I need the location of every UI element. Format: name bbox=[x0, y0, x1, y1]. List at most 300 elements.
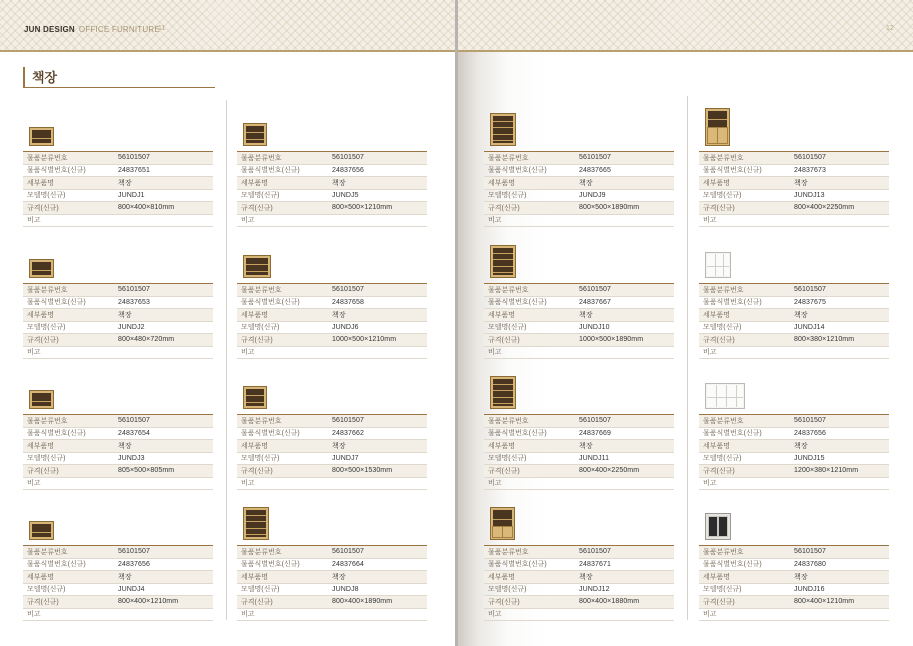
product-card bbox=[237, 545, 427, 621]
spec-table bbox=[484, 151, 674, 227]
product-card bbox=[23, 151, 213, 227]
product-card bbox=[484, 545, 674, 621]
spec-label: 모델명(신규) bbox=[488, 324, 527, 332]
spec-label: 비고 bbox=[241, 217, 255, 225]
spec-label: 물품분류번호 bbox=[241, 154, 282, 162]
spec-label: 모델명(신규) bbox=[488, 455, 527, 463]
spec-table bbox=[237, 545, 427, 621]
spec-value: 책장 bbox=[118, 573, 132, 581]
spec-value: JUNDJ15 bbox=[794, 454, 825, 462]
spec-value: 56101507 bbox=[332, 417, 364, 425]
spec-value: JUNDJ4 bbox=[118, 585, 145, 593]
spec-row-spec bbox=[484, 334, 674, 347]
spec-row-id bbox=[699, 165, 889, 178]
spec-value: 책장 bbox=[118, 179, 132, 187]
spec-row-model bbox=[484, 584, 674, 597]
spec-row-id bbox=[699, 297, 889, 310]
product-card bbox=[699, 283, 889, 359]
product-thumbnail bbox=[705, 108, 730, 146]
product-thumbnail bbox=[490, 507, 515, 540]
spec-value: 책장 bbox=[118, 442, 132, 450]
spec-label: 규격(신규) bbox=[703, 204, 735, 212]
spec-label: 물품분류번호 bbox=[27, 417, 68, 425]
spec-row-spec bbox=[484, 202, 674, 215]
spec-label: 규격(신규) bbox=[488, 204, 520, 212]
product-card bbox=[23, 414, 213, 490]
spec-row-code bbox=[23, 546, 213, 559]
spec-row-id bbox=[484, 428, 674, 441]
spec-row-model bbox=[237, 190, 427, 203]
spec-row-model bbox=[699, 322, 889, 335]
product-thumbnail bbox=[29, 390, 54, 409]
spec-value: JUNDJ9 bbox=[579, 191, 606, 199]
spec-row-id bbox=[237, 297, 427, 310]
spec-row-spec bbox=[237, 202, 427, 215]
spec-label: 세부품명 bbox=[27, 442, 55, 450]
product-card bbox=[484, 414, 674, 490]
spec-row-note bbox=[237, 215, 427, 228]
spec-row-id bbox=[23, 297, 213, 310]
spec-row-note bbox=[484, 347, 674, 360]
product-thumbnail bbox=[705, 513, 731, 540]
spec-label: 세부품명 bbox=[27, 311, 55, 319]
spec-table bbox=[23, 151, 213, 227]
spec-label: 규격(신규) bbox=[703, 467, 735, 475]
spec-row-spec bbox=[237, 596, 427, 609]
spec-value: JUNDJ16 bbox=[794, 585, 825, 593]
spec-row-spec bbox=[699, 334, 889, 347]
spec-row-id bbox=[23, 165, 213, 178]
spec-label: 규격(신규) bbox=[241, 598, 273, 606]
spec-label: 세부품명 bbox=[241, 179, 269, 187]
spec-label: 비고 bbox=[241, 611, 255, 619]
bookcase-image bbox=[243, 123, 267, 146]
product-thumbnail bbox=[705, 383, 745, 409]
spec-table bbox=[484, 414, 674, 490]
product-thumbnail bbox=[243, 507, 269, 540]
spec-label: 모델명(신규) bbox=[241, 455, 280, 463]
spec-label: 물품분류번호 bbox=[703, 286, 744, 294]
spec-value: 800×400×810mm bbox=[118, 204, 175, 212]
brand-name: JUN DESIGN bbox=[24, 25, 75, 34]
header-rule bbox=[458, 50, 913, 52]
spec-value: 책장 bbox=[579, 573, 593, 581]
spec-label: 세부품명 bbox=[241, 442, 269, 450]
spec-table bbox=[699, 414, 889, 490]
spec-row-name bbox=[237, 440, 427, 453]
bookcase-image bbox=[490, 507, 515, 540]
spec-row-id bbox=[699, 559, 889, 572]
spec-value: JUNDJ8 bbox=[332, 585, 359, 593]
spec-value: 800×400×2250mm bbox=[579, 467, 640, 475]
product-card bbox=[237, 151, 427, 227]
spec-row-name bbox=[237, 571, 427, 584]
spec-row-code bbox=[699, 152, 889, 165]
spec-value: 24837656 bbox=[332, 166, 364, 174]
bookcase-image bbox=[490, 245, 516, 278]
spec-label: 모델명(신규) bbox=[703, 586, 742, 594]
spec-value: 24837653 bbox=[118, 298, 150, 306]
spec-row-code bbox=[23, 152, 213, 165]
spec-label: 규격(신규) bbox=[488, 467, 520, 475]
spec-row-note bbox=[699, 609, 889, 622]
spec-row-note bbox=[23, 347, 213, 360]
spec-label: 물품분류번호 bbox=[241, 286, 282, 294]
spec-row-model bbox=[699, 584, 889, 597]
spec-row-spec bbox=[23, 596, 213, 609]
spec-label: 규격(신규) bbox=[241, 336, 273, 344]
spec-row-code bbox=[484, 152, 674, 165]
spec-value: 책장 bbox=[794, 179, 808, 187]
spec-value: 56101507 bbox=[579, 417, 611, 425]
spec-value: 56101507 bbox=[579, 548, 611, 556]
spec-row-id bbox=[699, 428, 889, 441]
spec-table bbox=[237, 414, 427, 490]
spec-value: JUNDJ6 bbox=[332, 323, 359, 331]
spec-label: 물품분류번호 bbox=[241, 548, 282, 556]
spec-value: 800×400×1210mm bbox=[794, 598, 855, 606]
spec-row-note bbox=[484, 215, 674, 228]
spec-label: 모델명(신규) bbox=[703, 192, 742, 200]
product-card bbox=[23, 283, 213, 359]
spec-label: 모델명(신규) bbox=[703, 324, 742, 332]
spec-label: 세부품명 bbox=[27, 179, 55, 187]
spec-label: 물품식별번호(신규) bbox=[241, 167, 300, 175]
spec-label: 세부품명 bbox=[703, 311, 731, 319]
spec-value: 800×500×1210mm bbox=[332, 204, 393, 212]
spec-label: 물품식별번호(신규) bbox=[488, 561, 547, 569]
spec-label: 모델명(신규) bbox=[241, 586, 280, 594]
spec-value: 56101507 bbox=[332, 548, 364, 556]
spec-value: 56101507 bbox=[118, 417, 150, 425]
spec-row-id bbox=[237, 559, 427, 572]
bookcase-image bbox=[243, 507, 269, 540]
spec-row-spec bbox=[23, 334, 213, 347]
spec-value: JUNDJ2 bbox=[118, 323, 145, 331]
spec-row-model bbox=[699, 190, 889, 203]
spec-label: 비고 bbox=[27, 349, 41, 357]
spec-label: 물품분류번호 bbox=[703, 417, 744, 425]
spec-label: 모델명(신규) bbox=[241, 192, 280, 200]
spec-row-note bbox=[23, 215, 213, 228]
spec-label: 물품식별번호(신규) bbox=[703, 561, 762, 569]
spec-row-name bbox=[484, 440, 674, 453]
spec-value: JUNDJ14 bbox=[794, 323, 825, 331]
spec-label: 세부품명 bbox=[703, 179, 731, 187]
spec-value: 책장 bbox=[794, 311, 808, 319]
spec-value: JUNDJ12 bbox=[579, 585, 610, 593]
spec-label: 규격(신규) bbox=[488, 336, 520, 344]
spec-value: 24837665 bbox=[579, 166, 611, 174]
spec-label: 물품식별번호(신규) bbox=[488, 167, 547, 175]
spec-row-note bbox=[23, 609, 213, 622]
spec-label: 비고 bbox=[703, 217, 717, 225]
spec-value: JUNDJ1 bbox=[118, 191, 145, 199]
spec-row-model bbox=[484, 453, 674, 466]
product-card bbox=[699, 414, 889, 490]
spec-label: 세부품명 bbox=[703, 573, 731, 581]
spec-value: JUNDJ5 bbox=[332, 191, 359, 199]
spec-row-spec bbox=[237, 334, 427, 347]
spec-value: 24837664 bbox=[332, 560, 364, 568]
spec-row-name bbox=[699, 571, 889, 584]
spec-row-name bbox=[699, 440, 889, 453]
spec-row-id bbox=[484, 559, 674, 572]
spec-label: 물품분류번호 bbox=[488, 548, 529, 556]
spec-value: 24837662 bbox=[332, 429, 364, 437]
column-divider bbox=[226, 100, 227, 620]
glass-bookcase-image bbox=[705, 513, 731, 540]
spec-label: 물품분류번호 bbox=[488, 417, 529, 425]
spec-table bbox=[699, 151, 889, 227]
spec-value: 800×400×1880mm bbox=[579, 598, 640, 606]
bookcase-image bbox=[29, 521, 54, 540]
brand-title bbox=[24, 25, 160, 34]
product-card bbox=[699, 151, 889, 227]
bookcase-image bbox=[29, 127, 54, 146]
spec-row-model bbox=[23, 322, 213, 335]
spec-value: 800×500×1530mm bbox=[332, 467, 393, 475]
spec-value: 56101507 bbox=[332, 154, 364, 162]
spec-value: 24837656 bbox=[794, 429, 826, 437]
spec-value: 24837656 bbox=[118, 560, 150, 568]
spec-value: 책장 bbox=[332, 311, 346, 319]
spec-row-name bbox=[237, 309, 427, 322]
product-thumbnail bbox=[29, 259, 54, 278]
spec-value: 24837669 bbox=[579, 429, 611, 437]
spec-row-note bbox=[237, 478, 427, 491]
spec-value: JUNDJ3 bbox=[118, 454, 145, 462]
spec-value: 24837673 bbox=[794, 166, 826, 174]
column-divider bbox=[687, 96, 688, 620]
spec-value: 56101507 bbox=[118, 154, 150, 162]
spec-value: 56101507 bbox=[794, 417, 826, 425]
spec-label: 비고 bbox=[488, 217, 502, 225]
spec-table bbox=[23, 545, 213, 621]
spec-row-code bbox=[237, 415, 427, 428]
spec-value: 24837654 bbox=[118, 429, 150, 437]
spec-row-model bbox=[484, 322, 674, 335]
spec-label: 세부품명 bbox=[488, 442, 516, 450]
spec-row-id bbox=[237, 428, 427, 441]
spec-value: 1000×500×1210mm bbox=[332, 336, 397, 344]
spec-label: 물품분류번호 bbox=[27, 154, 68, 162]
spec-row-spec bbox=[699, 465, 889, 478]
product-card bbox=[237, 414, 427, 490]
spec-label: 비고 bbox=[27, 217, 41, 225]
spec-table bbox=[484, 283, 674, 359]
spec-label: 세부품명 bbox=[488, 179, 516, 187]
spec-label: 규격(신규) bbox=[241, 467, 273, 475]
spec-row-spec bbox=[23, 465, 213, 478]
spec-label: 물품식별번호(신규) bbox=[27, 299, 86, 307]
spec-value: 800×480×720mm bbox=[118, 336, 175, 344]
spec-value: 56101507 bbox=[118, 286, 150, 294]
spec-value: 책장 bbox=[579, 311, 593, 319]
spec-label: 모델명(신규) bbox=[27, 192, 66, 200]
spec-row-note bbox=[699, 215, 889, 228]
spec-label: 규격(신규) bbox=[27, 336, 59, 344]
spec-table bbox=[23, 283, 213, 359]
spec-label: 물품식별번호(신규) bbox=[703, 167, 762, 175]
spec-row-code bbox=[484, 546, 674, 559]
spec-row-code bbox=[237, 284, 427, 297]
product-thumbnail bbox=[29, 521, 54, 540]
spec-row-note bbox=[237, 609, 427, 622]
spec-value: 800×400×2250mm bbox=[794, 204, 855, 212]
spec-label: 규격(신규) bbox=[703, 336, 735, 344]
spec-label: 비고 bbox=[241, 480, 255, 488]
spec-row-code bbox=[237, 546, 427, 559]
spec-label: 비고 bbox=[27, 611, 41, 619]
spec-label: 물품식별번호(신규) bbox=[241, 299, 300, 307]
product-card bbox=[484, 283, 674, 359]
spec-row-name bbox=[23, 177, 213, 190]
spec-row-model bbox=[237, 584, 427, 597]
spec-label: 물품분류번호 bbox=[488, 154, 529, 162]
page-number-right: 12 bbox=[886, 25, 894, 32]
product-thumbnail bbox=[29, 127, 54, 146]
spec-value: 24837667 bbox=[579, 298, 611, 306]
spec-label: 규격(신규) bbox=[27, 598, 59, 606]
spec-row-note bbox=[237, 347, 427, 360]
spec-row-note bbox=[699, 478, 889, 491]
spec-value: 24837671 bbox=[579, 560, 611, 568]
spec-row-note bbox=[484, 609, 674, 622]
spec-row-id bbox=[23, 428, 213, 441]
spec-row-model bbox=[23, 453, 213, 466]
spec-value: 책장 bbox=[579, 179, 593, 187]
spec-label: 비고 bbox=[703, 611, 717, 619]
spec-value: JUNDJ10 bbox=[579, 323, 610, 331]
spec-value: 책장 bbox=[332, 573, 346, 581]
spec-value: 800×380×1210mm bbox=[794, 336, 855, 344]
spec-row-name bbox=[484, 571, 674, 584]
spec-row-spec bbox=[484, 465, 674, 478]
spec-value: 1000×500×1890mm bbox=[579, 336, 644, 344]
bookcase-image bbox=[29, 259, 54, 278]
spec-label: 세부품명 bbox=[241, 311, 269, 319]
product-thumbnail bbox=[243, 123, 267, 146]
spec-label: 물품식별번호(신규) bbox=[241, 561, 300, 569]
spec-row-note bbox=[23, 478, 213, 491]
spec-row-spec bbox=[699, 596, 889, 609]
product-card bbox=[237, 283, 427, 359]
product-thumbnail bbox=[490, 245, 516, 278]
spec-label: 비고 bbox=[488, 480, 502, 488]
spec-label: 세부품명 bbox=[703, 442, 731, 450]
spec-row-model bbox=[699, 453, 889, 466]
spec-label: 물품분류번호 bbox=[27, 286, 68, 294]
spec-label: 비고 bbox=[27, 480, 41, 488]
spec-row-model bbox=[23, 190, 213, 203]
white-bookcase-image bbox=[705, 252, 731, 278]
spec-value: 56101507 bbox=[794, 548, 826, 556]
spec-value: 1200×380×1210mm bbox=[794, 467, 859, 475]
bookcase-image bbox=[705, 108, 730, 146]
spec-row-name bbox=[237, 177, 427, 190]
spec-value: 24837675 bbox=[794, 298, 826, 306]
spec-row-note bbox=[484, 478, 674, 491]
section-title: 책장 bbox=[32, 70, 58, 85]
bookcase-image bbox=[29, 390, 54, 409]
spec-label: 모델명(신규) bbox=[488, 586, 527, 594]
spec-row-name bbox=[699, 309, 889, 322]
spec-label: 세부품명 bbox=[27, 573, 55, 581]
spec-row-id bbox=[484, 297, 674, 310]
spec-table bbox=[237, 283, 427, 359]
spec-row-name bbox=[23, 571, 213, 584]
spec-value: JUNDJ11 bbox=[579, 454, 610, 462]
spec-label: 물품식별번호(신규) bbox=[241, 430, 300, 438]
spec-label: 물품분류번호 bbox=[703, 548, 744, 556]
brand-subtitle: OFFICE FURNITURE bbox=[78, 25, 160, 34]
product-card bbox=[484, 151, 674, 227]
product-card bbox=[23, 545, 213, 621]
spec-row-model bbox=[484, 190, 674, 203]
spec-label: 비고 bbox=[703, 480, 717, 488]
spec-row-note bbox=[699, 347, 889, 360]
header-pattern bbox=[458, 0, 913, 50]
spec-label: 물품식별번호(신규) bbox=[27, 167, 86, 175]
spec-label: 세부품명 bbox=[488, 573, 516, 581]
spec-label: 물품식별번호(신규) bbox=[703, 430, 762, 438]
spec-table bbox=[699, 545, 889, 621]
spec-value: 24837658 bbox=[332, 298, 364, 306]
spec-label: 규격(신규) bbox=[703, 598, 735, 606]
bookcase-image bbox=[490, 376, 516, 409]
spec-value: 56101507 bbox=[794, 286, 826, 294]
spec-row-code bbox=[23, 415, 213, 428]
spec-label: 모델명(신규) bbox=[703, 455, 742, 463]
product-thumbnail bbox=[490, 113, 516, 146]
spec-value: 800×400×1210mm bbox=[118, 598, 179, 606]
spec-table bbox=[23, 414, 213, 490]
spec-label: 물품분류번호 bbox=[241, 417, 282, 425]
spec-row-code bbox=[237, 152, 427, 165]
spec-row-code bbox=[699, 284, 889, 297]
spec-label: 규격(신규) bbox=[488, 598, 520, 606]
spec-row-spec bbox=[237, 465, 427, 478]
spec-row-spec bbox=[699, 202, 889, 215]
spec-label: 모델명(신규) bbox=[27, 455, 66, 463]
spec-label: 물품식별번호(신규) bbox=[703, 299, 762, 307]
spec-row-code bbox=[484, 415, 674, 428]
spec-value: 800×500×1890mm bbox=[579, 204, 640, 212]
spec-label: 규격(신규) bbox=[27, 204, 59, 212]
spec-value: 책장 bbox=[794, 573, 808, 581]
spec-value: 56101507 bbox=[118, 548, 150, 556]
spec-row-id bbox=[237, 165, 427, 178]
spec-table bbox=[237, 151, 427, 227]
white-bookcase-image bbox=[705, 383, 745, 409]
spec-label: 세부품명 bbox=[488, 311, 516, 319]
spec-row-name bbox=[484, 177, 674, 190]
spec-value: 책장 bbox=[794, 442, 808, 450]
spec-row-name bbox=[484, 309, 674, 322]
spec-label: 규격(신규) bbox=[27, 467, 59, 475]
spec-row-spec bbox=[484, 596, 674, 609]
spec-row-code bbox=[484, 284, 674, 297]
spec-row-id bbox=[484, 165, 674, 178]
spec-value: 책장 bbox=[579, 442, 593, 450]
spec-table bbox=[484, 545, 674, 621]
spec-value: 책장 bbox=[332, 179, 346, 187]
spec-label: 비고 bbox=[488, 611, 502, 619]
spec-value: 805×500×805mm bbox=[118, 467, 175, 475]
spec-table bbox=[699, 283, 889, 359]
spec-value: 24837651 bbox=[118, 166, 150, 174]
